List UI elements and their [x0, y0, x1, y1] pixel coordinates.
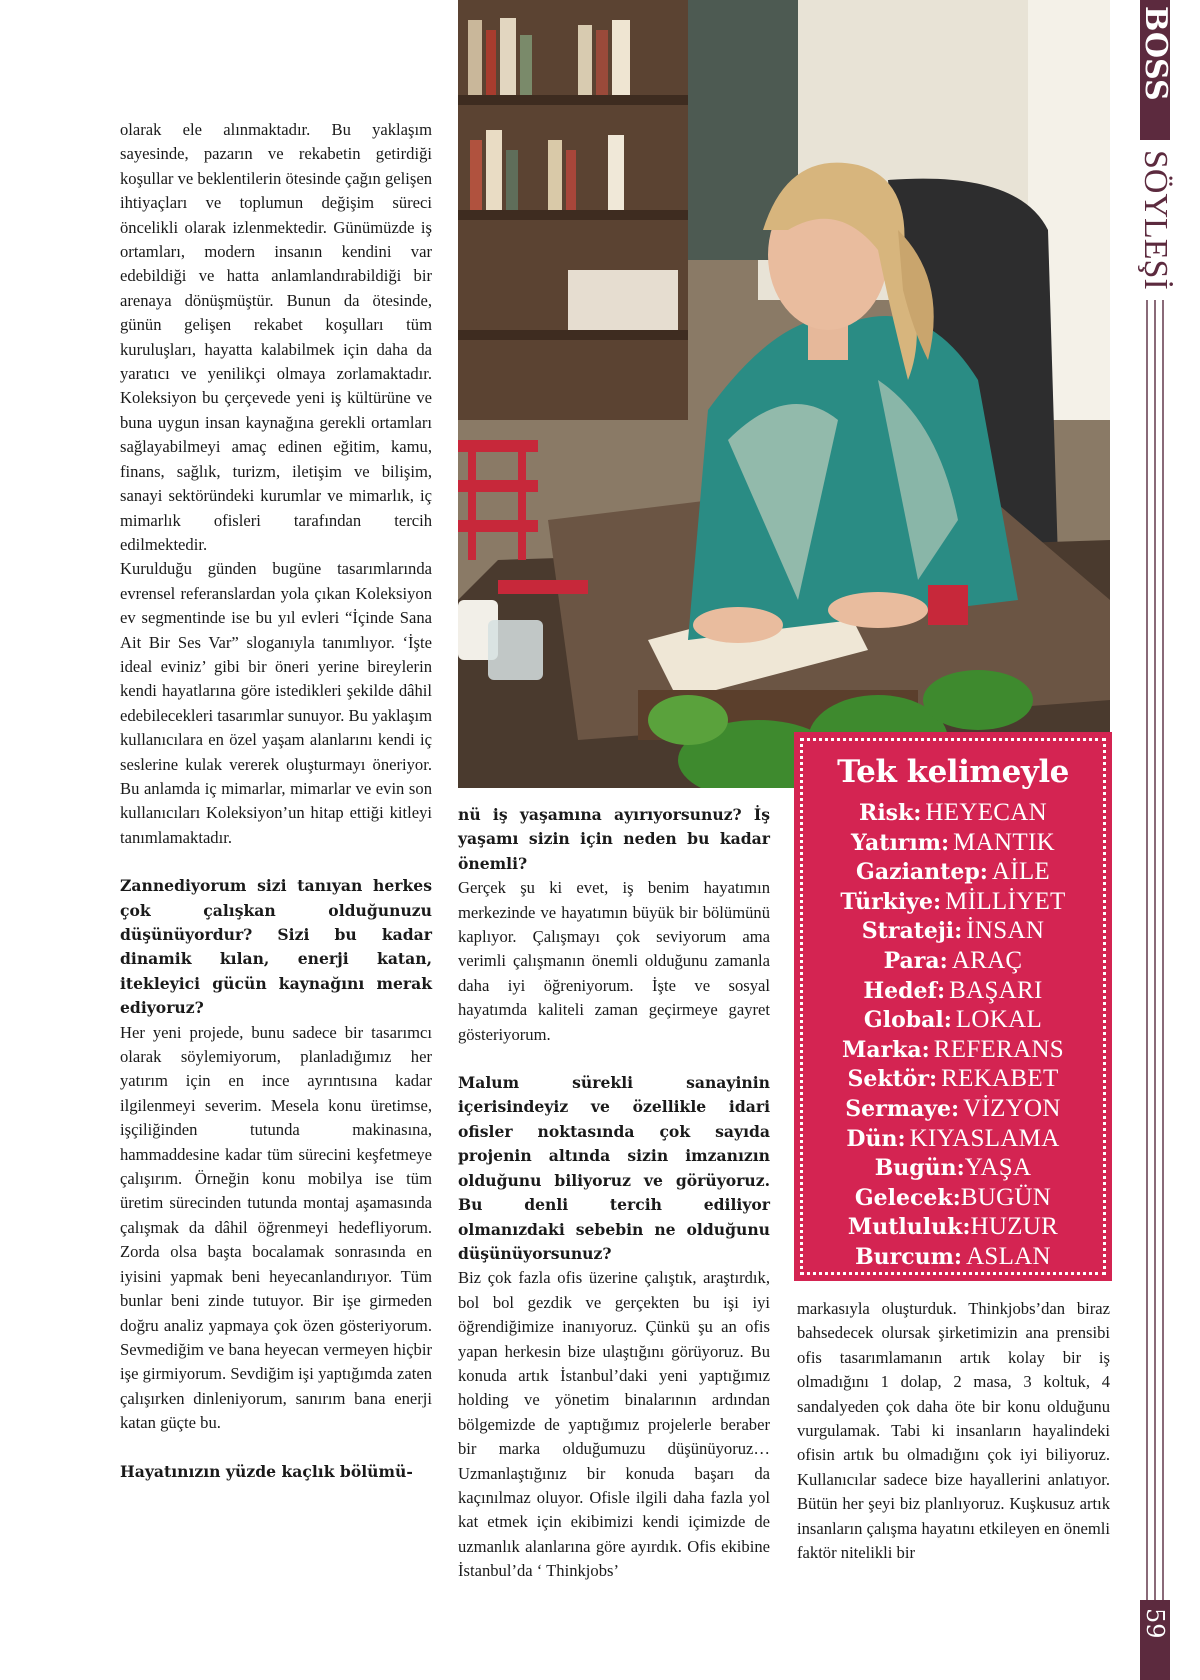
box-item — [794, 1242, 1112, 1272]
box-item — [794, 1094, 1112, 1124]
box-item — [794, 1153, 1112, 1183]
box-item-value: ARAÇ — [951, 946, 1023, 974]
box-list — [794, 798, 1112, 1272]
box-title: Tek kelimeyle — [837, 754, 1069, 790]
section-title: SÖYLEŞİ — [1137, 150, 1174, 290]
interview-answer: olarak ele alınmaktadır. Bu yaklaşım sayesinde, pazarın ve rekabetin getirdiği koşullar ve beklentilerin ötesinde çağın gelişen ihtiyaçları ve toplumun değişim süreci öncelikli olarak izlenmektedir. Günümüzde iş ortamları, modern insanın kendini var edebildiği ve hatta anlamlandırabildiği bir arenaya dönüşmüştür. Bunun da ötesinde, günün gelişen rekabet koşulları tüm kuruluşları, hayatta kalabilmek için daha da yaratıcı ve yenilikçi olmaya zorlamaktadır. Koleksiyon bu çerçevede yeni iş kültürüne ve buna uygun insan kaynağına gerekli ortamları sağlayabilmeyi amaç edinen eğitim, kamu, finans, sağlık, turizm, iletişim ve bilişim, sanayi sektöründeki kurumlar ve mimarlık, iç mimarlık ofisleri tarafından tercih edilmektedir. — [120, 120, 432, 554]
box-item-key: Gelecek: — [854, 1184, 961, 1211]
article-column-2 — [458, 803, 770, 1584]
box-item — [794, 1183, 1112, 1213]
box-item-key: Gaziantep: — [856, 859, 988, 886]
box-item-key: Risk: — [859, 800, 922, 826]
box-item-key: Yatırım: — [851, 829, 950, 856]
box-item-key: Mutluluk: — [847, 1214, 971, 1241]
box-item — [794, 916, 1112, 946]
box-item-value: VİZYON — [963, 1094, 1061, 1122]
article-column-1 — [120, 118, 432, 1484]
interview-answer: Kurulduğu günden bugüne tasarımlarında evrensel referanslardan yola çıkan Koleksiyon ev segmentinde ise bu yıl evleri “İçinde Sana Ait Bir Ses Var” sloganıyla tanımlıyor. ‘İşte ideal eviniz’ gibi bir öneri yerine bireylerin kendi hayatlarına göre istedikleri şekilde dâhil edebilecekleri tasarımlar sunuyor. Bu yaklaşım kullanıcılara en özel yaşam alanlarını kendi iç seslerine kulak vererek oluşturmayı öneriyor. Bu anlamda iç mimarlar, mimarlar ve evin son kullanıcıları Koleksiyon’un hitap ettiği kitleyi tanımlamaktadır. — [120, 559, 432, 847]
box-item — [794, 1005, 1112, 1035]
box-item-value: LOKAL — [955, 1006, 1043, 1034]
box-item — [794, 1212, 1112, 1242]
box-item-value: ASLAN — [966, 1242, 1051, 1270]
interview-question: Zannediyorum sizi tanıyan herkes çok çalışkan olduğunuzu düşünüyordur? Sizi bu kadar dinamik kılan, enerji katan, itekleyici gücün kaynağını merak ediyoruz? — [120, 876, 432, 1018]
box-item-key: Sermaye: — [845, 1095, 960, 1122]
box-item-key: Dün: — [846, 1125, 906, 1152]
box-item-value: HUZUR — [970, 1213, 1059, 1241]
box-item-value: AİLE — [991, 858, 1050, 886]
box-item-value: REFERANS — [933, 1035, 1065, 1063]
article-column-3 — [797, 1297, 1110, 1565]
section-brand: BOSS — [1138, 6, 1173, 101]
box-item-key: Para: — [883, 947, 948, 974]
box-item-key: Bugün: — [874, 1155, 965, 1182]
box-item — [794, 1064, 1112, 1094]
interview-question: Malum sürekli sanayinin içerisindeyiz ve özellikle idari ofisler noktasında çok sayıda projenin altında sizin imzanızın olduğunu biliyoruz ve görüyoruz. Bu denli tercih ediliyor olmanızdaki sebebin ne olduğunu düşünüyorsunuz? — [458, 1073, 770, 1263]
paragraph-gap — [120, 850, 432, 874]
page-number: 59 — [1141, 1608, 1169, 1639]
paragraph-gap — [458, 1047, 770, 1071]
one-word-box — [794, 732, 1112, 1281]
box-item-key: Global: — [863, 1007, 952, 1034]
box-item-key: Türkiye: — [840, 888, 942, 915]
box-item — [794, 946, 1112, 976]
box-item-value: MANTIK — [953, 828, 1055, 856]
box-item-value: İNSAN — [966, 917, 1045, 945]
box-item-key: Sektör: — [847, 1066, 938, 1093]
interview-answer: markasıyla oluşturduk. Thinkjobs’dan biraz bahsedecek olursak şirketimizin ana prensibi ofis tasarımlamanın artık kolay bir iş olmadığını 1 dolap, 2 masa, 3 koltuk, 4 sandalyeden çok daha öte bir konu olduğunu vurgulamak. Tabi ki insanların hayalindeki ofisin artık bu olmadığını çok iyi biliyoruz. Kullanıcılar sadece bize hayallerini anlatıyor. Bütün her şeyi biz planlıyoruz. Kuşkusuz artık insanların çalışma hayatını etkileyen en önemli faktör nitelikli bir — [797, 1299, 1110, 1563]
box-item-value: BUGÜN — [960, 1183, 1052, 1211]
interview-answer: Gerçek şu ki evet, iş benim hayatımın merkezinde ve hayatımın büyük bir bölümünü kaplıyor. Çalışmayı çok seviyorum ama verimli çalışmanın önemli olduğunu zamanla daha iyi öğreniyorum. İşte ve sosyal hayatımda kaliteli zaman geçirmeye gayret gösteriyorum. — [458, 878, 770, 1044]
box-item — [794, 976, 1112, 1006]
box-item-key: Hedef: — [863, 977, 946, 1004]
box-item — [794, 887, 1112, 917]
box-item — [794, 1035, 1112, 1065]
paragraph-gap — [120, 1436, 432, 1460]
box-item — [794, 857, 1112, 887]
interview-question: nü iş yaşamına ayırıyorsunuz? İş yaşamı sizin için neden bu kadar önemli? — [458, 805, 770, 873]
box-item-value: BAŞARI — [949, 976, 1043, 1004]
interview-answer: Biz çok fazla ofis üzerine çalıştık, araştırdık, bol bol gezdik ve gerçekten bu işi iyi öğrendiğimize inanıyoruz. Çünkü şu an ofis yapan herkesin bize ulaştığını görüyoruz. Bu konuda artık İstanbul’daki yeni yaptığımız holding ve yönetim binalarının ardından bölgemizde de yaptığımız projelerle beraber bir marka olduğumuzu düşünüyoruz… Uzmanlaştığınız bir konuda başarı da kaçınılmaz oluyor. Ofisle ilgili daha fazla yol kat etmek için ekibimizi kendi içimizde de uzmanlık alanlarına göre ayırdık. Ofis ekibine İstanbul’da ‘ Thinkjobs’ — [458, 1268, 770, 1581]
box-item-value: MİLLİYET — [945, 887, 1066, 915]
box-item — [794, 798, 1112, 828]
box-item-value: HEYECAN — [925, 799, 1047, 826]
box-item-value: KIYASLAMA — [909, 1124, 1060, 1152]
box-item-value: REKABET — [941, 1065, 1059, 1093]
box-item — [794, 1124, 1112, 1154]
interview-question: Hayatınızın yüzde kaçlık bölümü- — [120, 1461, 413, 1481]
interview-photo — [458, 0, 1110, 788]
box-item — [794, 828, 1112, 858]
box-item-key: Marka: — [841, 1036, 930, 1063]
box-item-value: YAŞA — [964, 1154, 1032, 1182]
rail-lines — [1142, 300, 1168, 1610]
box-item-key: Burcum: — [855, 1243, 963, 1270]
interview-answer: Her yeni projede, bunu sadece bir tasarımcı olarak söylemiyorum, planladığımız her yatırım için en ince ayrıntısına kadar ilgilenmeyi severim. Mesela konu üretimse, işçiliğinden tutunda makinasına, hammaddesine kadar tüm sürecini keşfetmeye çalışırım. Örneğin konu mobilya ise tüm üretim sürecinden tutunda montaj aşamasında çalışmak da dâhil öğrenmeyi hedefliyorum. Zorda olsa başta bocalamak sonrasında en iyisini yapmak beni heyecanlandırıyor. Tüm bunlar beni zinde tutuyor. Bir işe girmeden doğru analiz yapmaya çok özen gösteriyorum. Sevmediğim ve bana heyecan vermeyen hiçbir işe girmiyorum. Sevdiğim işi yaptığımda zaten çalışırken dinleniyorum, sanırım bana enerji katan güçte bu. — [120, 1022, 432, 1433]
box-item-key: Strateji: — [861, 918, 963, 945]
